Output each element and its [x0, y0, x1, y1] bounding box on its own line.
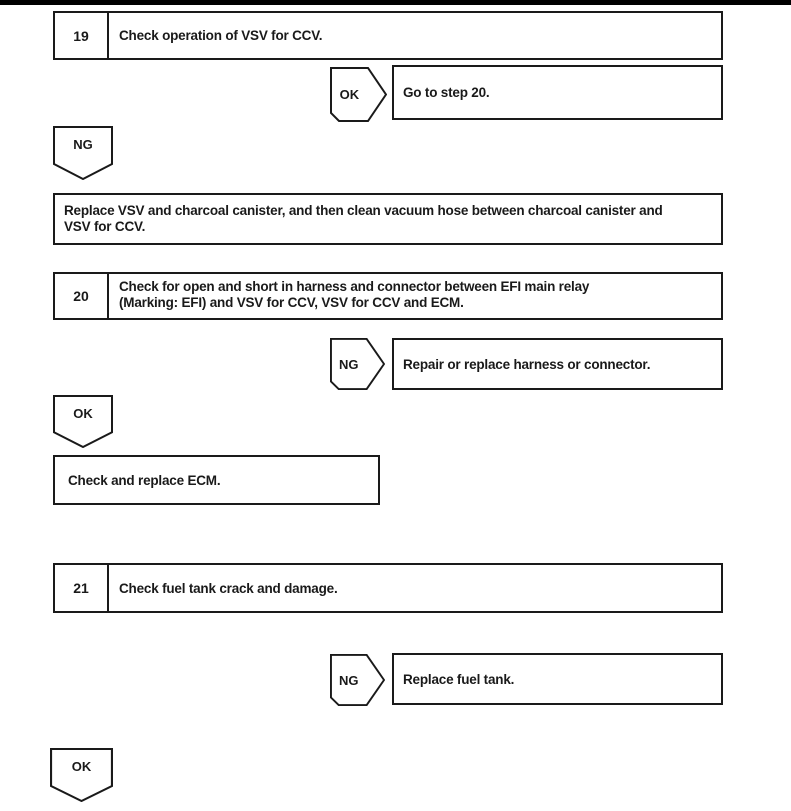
- ng-arrow-21-label: NG: [338, 672, 359, 688]
- ng-arrow-20-label: NG: [338, 356, 359, 372]
- step-20-number: 20: [73, 288, 89, 304]
- step-19-text: Check operation of VSV for CCV.: [119, 28, 323, 43]
- step-21-number: 21: [73, 580, 89, 596]
- ok-connector-20: [53, 395, 113, 448]
- ok-arrow-19: [330, 67, 387, 122]
- step-21-text: Check fuel tank crack and damage.: [119, 580, 338, 596]
- ng-connector-19: [53, 126, 113, 180]
- result-box-go-to-step-20: [392, 65, 723, 120]
- action-box-replace-vsv: [53, 193, 723, 245]
- step-21-number-cell: [55, 565, 109, 611]
- scan-edge-bar: [0, 0, 791, 5]
- action-replace-vsv-line2: VSV for CCV.: [64, 219, 146, 234]
- action-box-check-ecm: [53, 455, 380, 505]
- step-20-text: [109, 274, 721, 318]
- ok-connector-21-label: OK: [71, 759, 92, 775]
- result-text-19: Go to step 20.: [403, 85, 490, 100]
- step-19-number-cell: [55, 13, 109, 58]
- ok-connector-21: [50, 748, 113, 802]
- action-replace-vsv-line1: Replace VSV and charcoal canister, and then clean vacuum hose between charcoal canister and: [64, 203, 663, 218]
- step-19-number: 19: [73, 27, 89, 44]
- step-20-text-line2: (Marking: EFI) and VSV for CCV, VSV for CCV and ECM.: [119, 295, 464, 310]
- ok-arrow-19-label: OK: [339, 87, 360, 102]
- ng-arrow-20: [330, 338, 385, 390]
- result-box-repair-harness: [392, 338, 723, 390]
- step-20-text-line1: Check for open and short in harness and connector between EFI main relay: [119, 279, 590, 294]
- ng-connector-19-label: NG: [73, 137, 93, 153]
- action-check-ecm-text: Check and replace ECM.: [68, 472, 221, 488]
- step-20-box: [53, 272, 723, 320]
- ng-arrow-21: [330, 654, 385, 706]
- step-20-number-cell: [55, 274, 109, 318]
- result-box-replace-fuel-tank: [392, 653, 723, 705]
- result-text-21: Replace fuel tank.: [403, 671, 515, 687]
- result-text-20: Repair or replace harness or connector.: [403, 356, 651, 372]
- step-21-box: [53, 563, 723, 613]
- ok-connector-20-label: OK: [73, 406, 93, 422]
- step-19-box: [53, 11, 723, 60]
